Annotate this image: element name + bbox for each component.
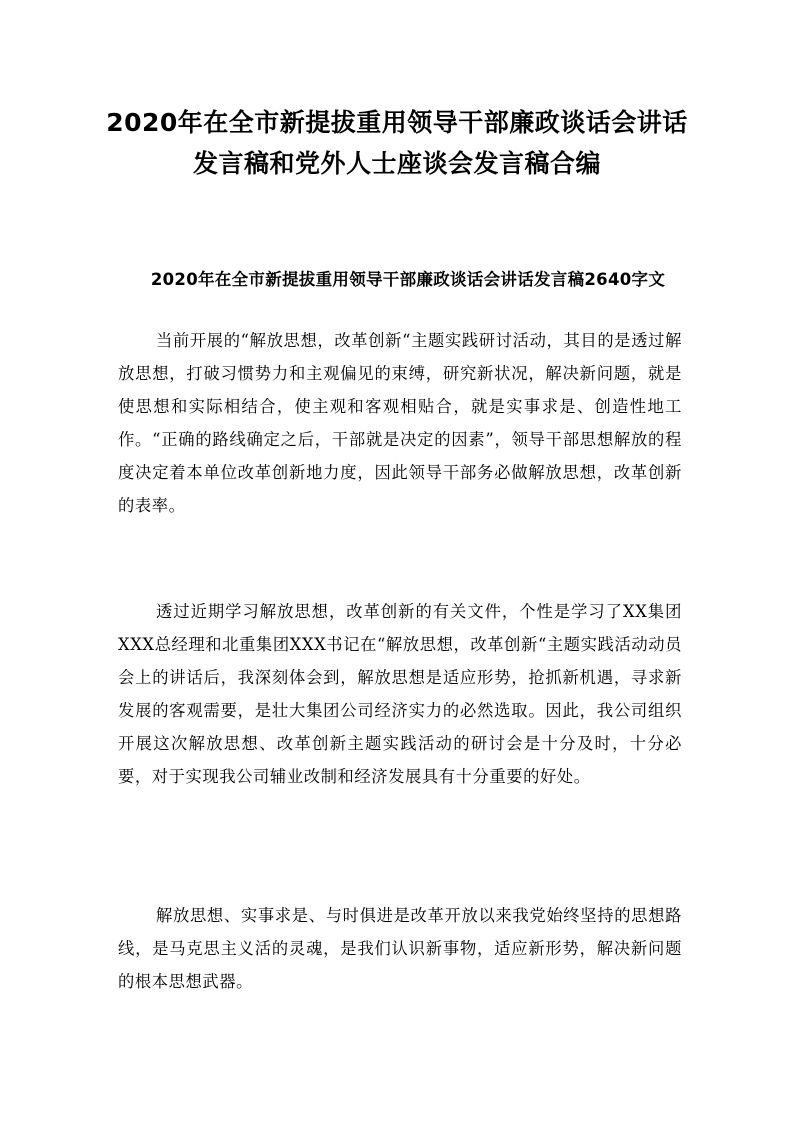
body-paragraph-3: 解放思想、实事求是、与时俱进是改革开放以来我党始终坚持的思想路线，是马克思主义活的灵魂，是我们认识新事物，适应新形势，解决新问题的根本思想武器。 bbox=[118, 906, 682, 991]
body-paragraph-2: 透过近期学习解放思想，改革创新的有关文件，个性是学习了XX集团XXX总经理和北重集团XXX书记在“解放思想，改革创新“主题实践活动动员会上的讲话后，我深刻体会到，解放思想是适应形势，抢抓新机遇，寻求新发展的客观需要，是壮大集团公司经济实力的必然选取。因此，我公司组织开展这次解放思想、改革创新主题实践活动的研讨会是十分及时，十分必要，对于实现我公司辅业改制和经济发展具有十分重要的好处。 bbox=[118, 602, 682, 786]
document-title-line-1: 2020年在全市新提拔重用领导干部廉政谈话会讲话 bbox=[106, 108, 688, 137]
body-paragraph-1: 当前开展的“解放思想，改革创新“主题实践研讨活动，其目的是透过解放思想，打破习惯势力和主观偏见的束缚，研究新状况，解决新问题，就是使思想和实际相结合，使主观和客观相贴合，就是实事求是、创造性地工作。“正确的路线确定之后，干部就是决定的因素”，领导干部思想解放的程度决定着本单位改革创新地力度，因此领导干部务必做解放思想，改革创新的表率。 bbox=[118, 331, 682, 515]
section-title: 2020年在全市新提拔重用领导干部廉政谈话会讲话发言稿2640字文 bbox=[150, 270, 666, 289]
document-title-line-2: 发言稿和党外人士座谈会发言稿合编 bbox=[192, 149, 601, 178]
